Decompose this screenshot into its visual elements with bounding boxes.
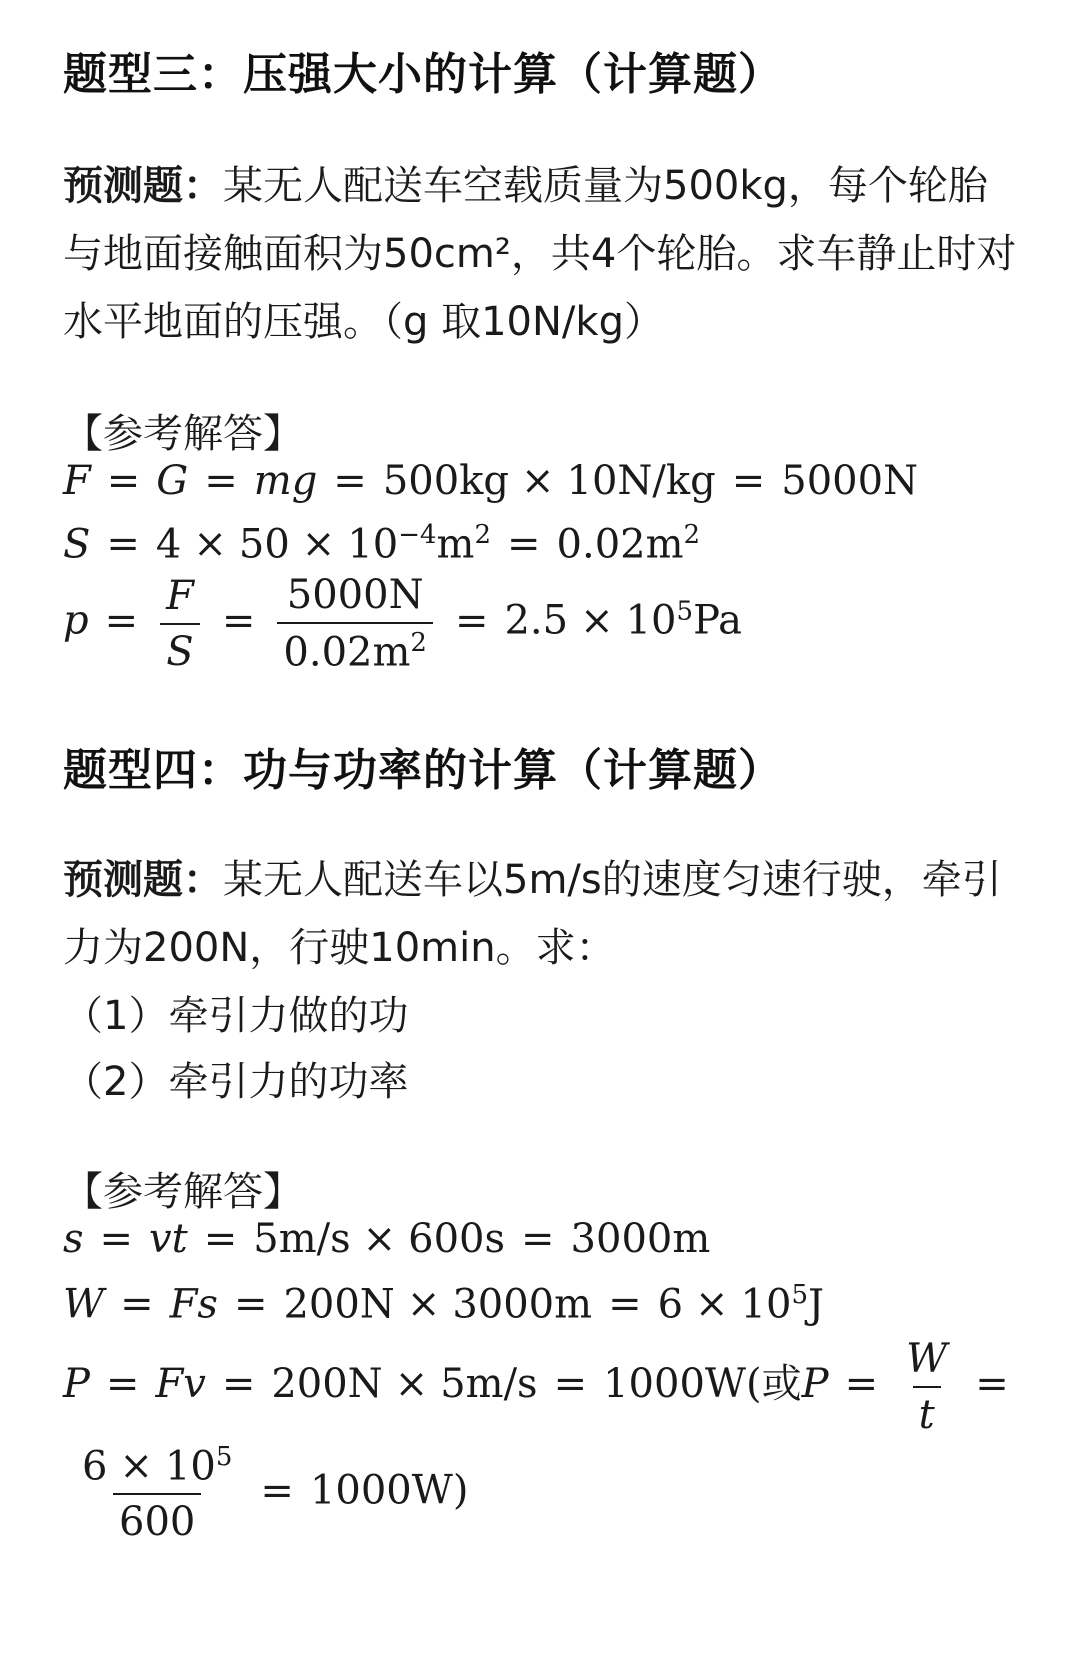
fraction-work-over-time: $\frac{6 \times 10^5}{600}$ <box>82 1442 233 1546</box>
section4-question-text: 某无人配送车以5m/s的速度匀速行驶，牵引力为200N，行驶10min。求： <box>63 857 1002 971</box>
section4-equation-power: P = Fv = 200N × 5m/s = 1000W(或P = $\frac{W}{t}$ = <box>63 1336 1009 1438</box>
fraction-values: $\frac{5000N}{0.02m^2}$ <box>277 572 433 675</box>
section3-equation-pressure: p = $\frac{F}{S}$ = $\frac{5000N}{0.02m^2}$ = $2.5 \times 10^5Pa$ <box>63 572 743 676</box>
section4-question <box>63 846 1023 982</box>
section4-equation-distance: s = vt = 5m/s × 600s = 3000m <box>63 1216 711 1262</box>
section3-answer-label: 【参考解答】 <box>63 411 303 457</box>
section4-question-label: 预测题： <box>63 857 223 903</box>
section3-question-label: 预测题： <box>63 163 223 209</box>
section4-equation-power-cont: $\frac{6 \times 10^5}{600}$ = 1000W) <box>70 1442 468 1545</box>
section3-question-text: 某无人配送车空载质量为500kg，每个轮胎与地面接触面积为50cm²，共4个轮胎。求车静止时对水平地面的压强。（g 取10N/kg） <box>63 163 1017 345</box>
fraction-w-over-t: $\frac{W}{t}$ <box>906 1336 948 1438</box>
section4-equation-work: $W = Fs = 200N \times 3000m = 6 \times 10^5J$ <box>63 1280 825 1328</box>
section3-question <box>63 152 1023 356</box>
section3-equation-area: $S = 4 \times 50 \times 10^{-4}m^2 = 0.02m^2$ <box>63 520 701 568</box>
section4-item-1: （1）牵引力做的功 <box>63 993 409 1039</box>
section4-item-2: （2）牵引力的功率 <box>63 1059 409 1105</box>
section4-heading: 题型四：功与功率的计算（计算题） <box>63 745 783 796</box>
fraction-f-over-s: $\frac{F}{S}$ <box>160 573 200 675</box>
section3-equation-force: F = G = mg = 500kg × 10N/kg = 5000N <box>63 458 919 504</box>
section3-heading: 题型三：压强大小的计算（计算题） <box>63 49 783 100</box>
section4-answer-label: 【参考解答】 <box>63 1169 303 1215</box>
